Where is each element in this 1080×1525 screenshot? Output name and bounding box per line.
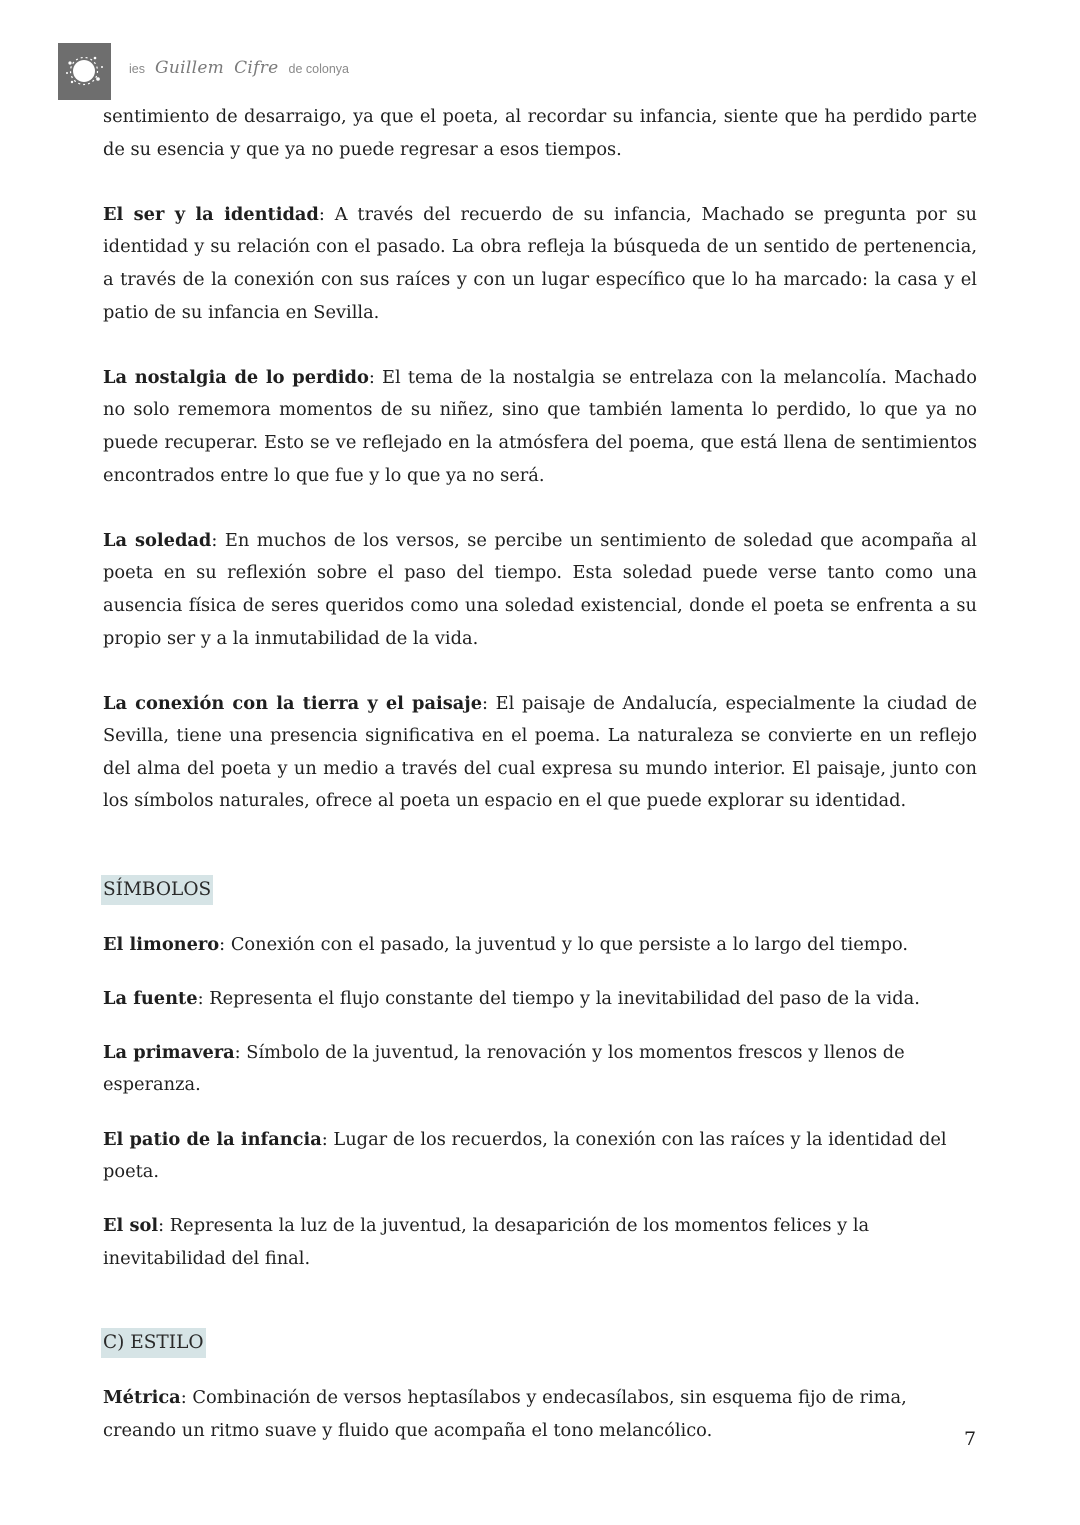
theme-paragraph: La soledad: En muchos de los versos, se percibe un sentimiento de soledad que acompaña al poeta en su reflexión sobre el paso del tiempo. Esta soledad puede verse tanto como una ausencia física de seres queridos como una soledad existencial, donde el poeta se enfrenta a su propio ser y a la inmutabilidad de la vida. — [103, 529, 977, 649]
symbol-term: La fuente — [103, 987, 198, 1009]
theme-term: El ser y la identidad — [103, 203, 319, 225]
style-heading: C) ESTILO — [101, 1328, 206, 1358]
symbol-text: Conexión con el pasado, la juventud y lo que persiste a lo largo del tiempo. — [230, 933, 909, 955]
symbol-text: Lugar de los recuerdos, la conexión con las raíces y la identidad del poeta. — [103, 1128, 947, 1183]
page-content — [103, 101, 977, 1447]
symbol-item: El patio de la infancia: Lugar de los recuerdos, la conexión con las raíces y la identidad del poeta. — [103, 1128, 947, 1183]
symbol-text: Representa la luz de la juventud, la desaparición de los momentos felices y la inevitabilidad del final. — [103, 1215, 870, 1269]
page-number: 7 — [964, 1428, 977, 1450]
symbol-item: La primavera: Símbolo de la juventud, la renovación y los momentos frescos y llenos de esperanza. — [103, 1041, 905, 1096]
symbol-term: La primavera — [103, 1041, 235, 1063]
symbol-item: La fuente: Representa el flujo constante del tiempo y la inevitabilidad del paso de la vida. — [103, 987, 920, 1009]
school-name — [129, 58, 349, 78]
school-logo — [58, 43, 111, 100]
symbol-term: El limonero — [103, 933, 220, 955]
school-prefix: ies — [129, 62, 145, 76]
symbol-text: Símbolo de la juventud, la renovación y los momentos frescos y llenos de esperanza. — [103, 1041, 905, 1096]
symbol-item: El limonero: Conexión con el pasado, la juventud y lo que persiste a lo largo del tiempo. — [103, 933, 909, 955]
theme-text: En muchos de los versos, se percibe un sentimiento de soledad que acompaña al poeta en su reflexión sobre el paso del tiempo. Esta soledad puede verse tanto como una ausencia física de seres queridos como una soledad existencial, donde el poeta se enfrenta a su propio ser y a la inmutabilidad de la vida. — [103, 529, 977, 649]
school-name-second: Cifre — [234, 58, 279, 78]
school-suffix: de colonya — [288, 62, 350, 76]
splash-icon — [58, 43, 111, 100]
theme-paragraph: La nostalgia de lo perdido: El tema de la nostalgia se entrelaza con la melancolía. Machado no solo rememora momentos de su niñez, sino que también lamenta lo perdido, lo que ya no puede recuperar. Esto se ve reflejado en la atmósfera del poema, que está llena de sentimientos encontrados entre lo que fue y lo que ya no será. — [103, 366, 977, 486]
symbol-term: El patio de la infancia — [103, 1128, 322, 1150]
page-header — [58, 42, 349, 100]
symbols-heading: SÍMBOLOS — [101, 875, 213, 905]
theme-text: A través del recuerdo de su infancia, Machado se pregunta por su identidad y su relación con el pasado. La obra refleja la búsqueda de un sentido de pertenencia, a través de la conexión con sus raíces y con un lugar específico que lo ha marcado: la casa y el patio de su infancia en Sevilla. — [103, 203, 978, 323]
style-item: Métrica: Combinación de versos heptasílabos y endecasílabos, sin esquema fijo de rima, creando un ritmo suave y fluido que acompaña el tono melancólico. — [103, 1387, 907, 1441]
style-term: Métrica — [103, 1387, 181, 1408]
style-text: Combinación de versos heptasílabos y endecasílabos, sin esquema fijo de rima, creando un ritmo suave y fluido que acompaña el tono melancólico. — [103, 1387, 907, 1441]
theme-term: La soledad — [103, 529, 212, 551]
intro-paragraph: sentimiento de desarraigo, ya que el poeta, al recordar su infancia, siente que ha perdido parte de su esencia y que ya no puede regresar a esos tiempos. — [103, 106, 977, 160]
theme-term: La nostalgia de lo perdido — [103, 366, 369, 388]
theme-term: La conexión con la tierra y el paisaje — [103, 692, 483, 714]
symbol-text: Representa el flujo constante del tiempo y la inevitabilidad del paso de la vida. — [209, 987, 920, 1009]
school-name-first: Guillem — [154, 58, 225, 78]
theme-text: El tema de la nostalgia se entrelaza con la melancolía. Machado no solo rememora momentos de su niñez, sino que también lamenta lo perdido, lo que ya no puede recuperar. Esto se ve reflejado en la atmósfera del poema, que está llena de sentimientos encontrados entre lo que fue y lo que ya no será. — [103, 366, 977, 486]
theme-text: El paisaje de Andalucía, especialmente la ciudad de Sevilla, tiene una presencia significativa en el poema. La naturaleza se convierte en un reflejo del alma del poeta y un medio a través del cual expresa su mundo interior. El paisaje, junto con los símbolos naturales, ofrece al poeta un espacio en el que puede explorar su identidad. — [103, 692, 977, 812]
theme-paragraph: La conexión con la tierra y el paisaje: El paisaje de Andalucía, especialmente la ciudad de Sevilla, tiene una presencia significativa en el poema. La naturaleza se convierte en un reflejo del alma del poeta y un medio a través del cual expresa su mundo interior. El paisaje, junto con los símbolos naturales, ofrece al poeta un espacio en el que puede explorar su identidad. — [103, 692, 977, 812]
symbol-term: El sol — [103, 1215, 159, 1237]
symbol-item: El sol: Representa la luz de la juventud, la desaparición de los momentos felices y la inevitabilidad del final. — [103, 1215, 870, 1269]
theme-paragraph: El ser y la identidad: A través del recuerdo de su infancia, Machado se pregunta por su identidad y su relación con el pasado. La obra refleja la búsqueda de un sentido de pertenencia, a través de la conexión con sus raíces y con un lugar específico que lo ha marcado: la casa y el patio de su infancia en Sevilla. — [103, 203, 978, 323]
